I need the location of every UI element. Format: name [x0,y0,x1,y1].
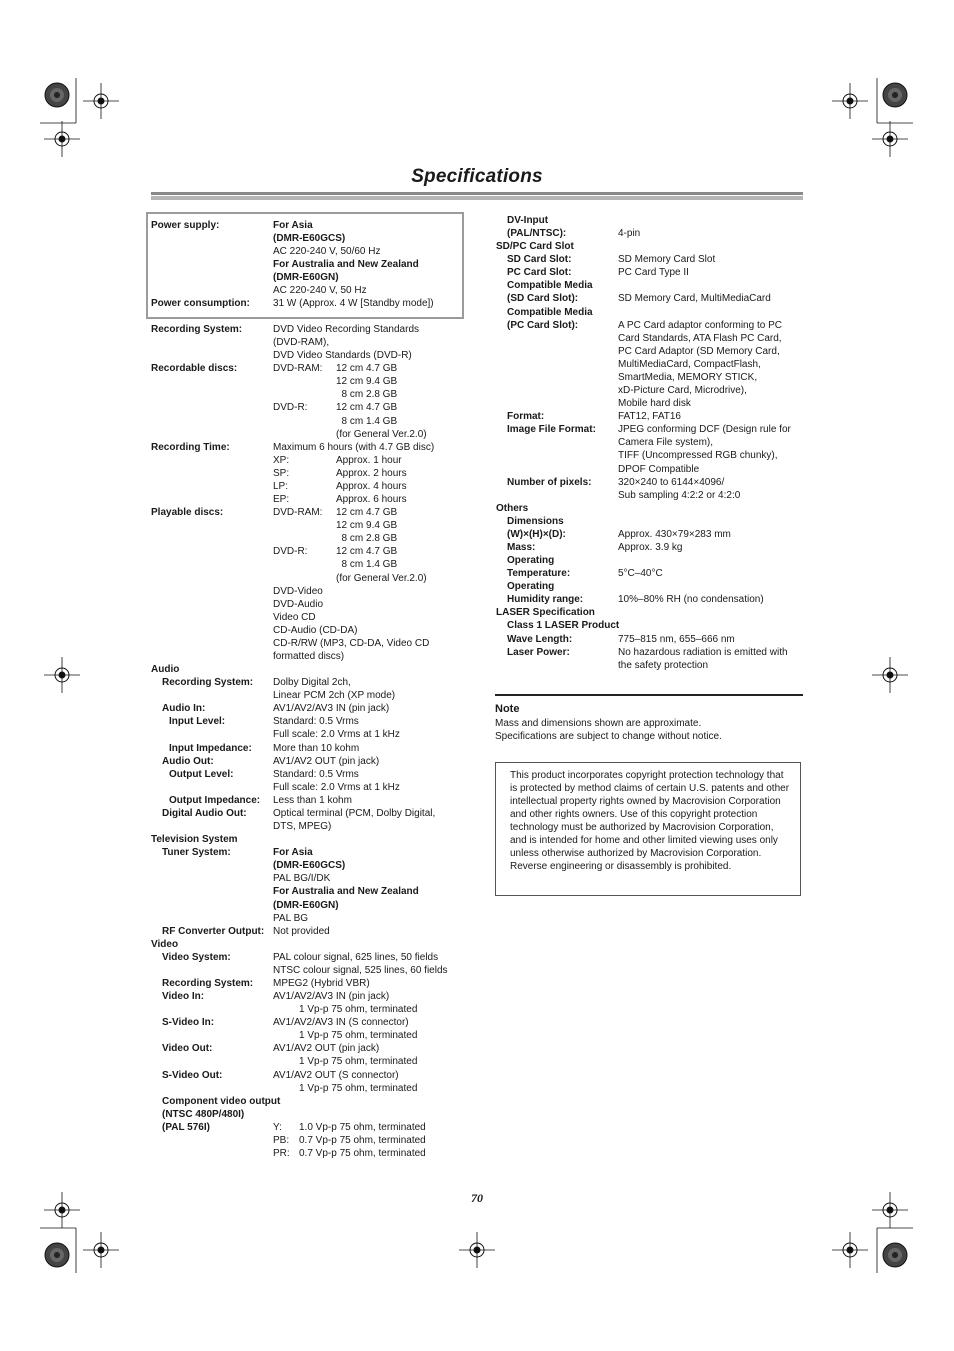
spec-value-detail: 8 cm 2.8 GB [336,389,398,401]
note-line-2: Specifications are subject to change without notice. [495,731,722,742]
spec-label: Laser Power: [507,646,570,658]
spec-value-detail: 0.7 Vp-p 75 ohm, terminated [299,1148,426,1160]
spec-value: Camera File system), [618,437,714,449]
spec-label: Component video output [162,1095,281,1107]
spec-value: For Asia [273,220,313,231]
spec-value-detail: 8 cm 1.4 GB [336,415,398,427]
spec-value: DVD-RAM: [273,507,323,519]
spec-value: Not provided [273,925,330,937]
spec-value: NTSC colour signal, 525 lines, 60 fields [273,964,448,976]
spec-label: Temperature: [507,568,571,580]
note-line-1: Mass and dimensions shown are approximate. [495,718,702,729]
spec-value: DVD-Audio [273,598,324,610]
spec-value: For Australia and New Zealand [273,886,419,898]
spec-label: SD Card Slot: [507,254,572,266]
spec-label: SD/PC Card Slot [496,241,574,253]
spec-value-detail: (for General Ver.2.0) [336,428,427,440]
spec-value: 320×240 to 6144×4096/ [618,476,725,488]
spec-label: Digital Audio Out: [162,807,247,819]
spec-label: Wave Length: [507,633,573,645]
spec-value: 4-pin [618,228,641,240]
spec-label: Audio In: [162,703,206,715]
spec-label: Input Impedance: [169,742,252,754]
spec-value-detail: 1 Vp-p 75 ohm, terminated [299,1004,418,1016]
spec-value: No hazardous radiation is emitted with [618,646,788,658]
spec-value: DPOF Compatible [618,463,700,475]
spec-value: (DMR-E60GN) [273,899,339,911]
spec-value: Dolby Digital 2ch, [273,677,351,689]
spec-value-detail: Approx. 2 hours [336,467,407,479]
spec-value: Maximum 6 hours (with 4.7 GB disc) [273,441,435,453]
spec-value-detail: 8 cm 1.4 GB [336,559,398,571]
spec-value: CD-Audio (CD-DA) [273,624,358,636]
spec-value: AV1/AV2/AV3 IN (S connector) [273,1017,409,1029]
spec-label: (NTSC 480P/480I) [162,1108,245,1120]
spec-label: Number of pixels: [507,476,592,488]
spec-value-detail: 12 cm 4.7 GB [336,402,398,414]
spec-value-detail: 0.7 Vp-p 75 ohm, terminated [299,1134,426,1146]
spec-label: (W)×(H)×(D): [507,528,566,540]
spec-value: 5°C–40°C [618,568,663,580]
spec-value: PB: [273,1134,290,1146]
spec-label: Dimensions [507,515,564,527]
copyright-notice-text: This product incorporates copyright protection technology that is protected by method claims of certain U.S. patents and other intellectual property rights owned by Macrovision Corporation and other rights owners. Use of this copyright protection technology must be authorized by Macrovision Corporation, and is intended for home and other limited viewing uses only unless otherwise authorized by Macrovision Corporation. Reverse engineering or disassembly is prohibited. [510,770,790,872]
title-divider [151,192,803,200]
spec-label: Output Impedance: [169,794,261,806]
spec-value: SD Memory Card Slot [618,254,716,266]
spec-value: A PC Card adaptor conforming to PC [618,319,782,331]
spec-value: AV1/AV2 OUT (pin jack) [273,1043,380,1055]
spec-value: For Australia and New Zealand [273,259,419,270]
spec-value-detail: (for General Ver.2.0) [336,572,427,584]
spec-label: (PC Card Slot): [507,319,579,331]
spec-value: LP: [273,480,289,492]
spec-value: More than 10 kohm [273,742,360,754]
spec-label: Operating [507,581,555,593]
spec-value: AV1/AV2 OUT (S connector) [273,1069,399,1081]
spec-value: Less than 1 kohm [273,794,352,806]
copyright-notice-box [495,762,801,896]
spec-label: Tuner System: [162,847,231,859]
spec-value: AV1/AV2/AV3 IN (pin jack) [273,703,390,715]
spec-value-detail: 8 cm 2.8 GB [336,533,398,545]
note-divider [495,694,803,696]
spec-value: DVD-R: [273,402,308,414]
spec-label: Audio [151,664,180,676]
spec-value-detail: Approx. 4 hours [336,480,407,492]
spec-label: DV-Input [507,215,549,226]
spec-value: 31 W (Approx. 4 W [Standby mode]) [273,298,434,309]
spec-label: Mass: [507,542,536,553]
spec-value: SmartMedia, MEMORY STICK, [618,371,758,383]
spec-value-detail: 12 cm 4.7 GB [336,546,398,558]
spec-label: Recording System: [151,324,243,335]
spec-label: Power consumption: [151,298,250,309]
spec-value-detail: 1 Vp-p 75 ohm, terminated [299,1056,418,1068]
spec-value: DTS, MPEG) [273,821,332,833]
spec-value: Linear PCM 2ch (XP mode) [273,690,396,702]
spec-value: 775–815 nm, 655–666 nm [618,633,735,645]
page-number: 70 [471,1191,483,1205]
spec-value: Mobile hard disk [618,398,691,410]
spec-value: DVD Video Recording Standards [273,324,420,335]
spec-value: Optical terminal (PCM, Dolby Digital, [273,807,436,819]
spec-label: Recordable discs: [151,363,238,375]
spec-value: xD-Picture Card, Microdrive), [618,385,747,397]
spec-value: (DMR-E60GN) [273,272,339,283]
spec-label: S-Video Out: [162,1069,223,1081]
spec-label: Video Out: [162,1043,213,1055]
spec-value: Full scale: 2.0 Vrms at 1 kHz [273,729,400,741]
spec-value: Sub sampling 4:2:2 or 4:2:0 [618,489,741,501]
spec-value: DVD Video Standards (DVD-R) [273,350,412,362]
spec-value: DVD-RAM: [273,363,323,375]
spec-value: PC Card Adaptor (SD Memory Card, [618,345,780,357]
spec-value: Y: [273,1121,282,1133]
spec-label: Operating [507,555,555,567]
spec-value: Video CD [273,611,316,623]
spec-value-detail: Approx. 1 hour [336,454,402,466]
spec-label: Power supply: [151,220,220,231]
spec-value: PAL BG/I/DK [273,873,331,885]
spec-value: EP: [273,494,290,506]
spec-label: Audio Out: [162,755,214,767]
spec-value-detail: 1 Vp-p 75 ohm, terminated [299,1030,418,1042]
spec-label: LASER Specification [496,607,595,619]
spec-value: JPEG conforming DCF (Design rule for [618,424,791,436]
spec-value: PAL BG [273,912,309,924]
spec-label: Input Level: [169,716,226,728]
spec-value-detail: Approx. 6 hours [336,494,407,506]
spec-label: Video In: [162,991,205,1003]
spec-label: Compatible Media [507,280,593,292]
spec-value: Card Standards, ATA Flash PC Card, [618,332,782,344]
spec-value-detail: 12 cm 9.4 GB [336,376,398,388]
spec-value-detail: 12 cm 4.7 GB [336,507,398,519]
spec-value: AV1/AV2 OUT (pin jack) [273,755,380,767]
spec-value: MultiMediaCard, CompactFlash, [618,358,761,370]
spec-value: TIFF (Uncompressed RGB chunky), [618,450,778,462]
spec-value: AV1/AV2/AV3 IN (pin jack) [273,991,390,1003]
spec-label: Recording Time: [151,441,230,453]
spec-value: For Asia [273,847,313,859]
spec-label: Output Level: [169,768,234,780]
spec-label: Image File Format: [507,424,596,436]
note-heading: Note [495,703,520,715]
spec-value: Full scale: 2.0 Vrms at 1 kHz [273,781,400,793]
spec-value: DVD-Video [273,585,323,597]
page-title: Specifications [411,166,543,187]
spec-value: DVD-R: [273,546,308,558]
spec-label: RF Converter Output: [162,925,265,937]
spec-label: Playable discs: [151,507,224,519]
spec-value: FAT12, FAT16 [618,411,681,423]
spec-value: AC 220-240 V, 50 Hz [273,285,367,296]
spec-value: (DMR-E60GCS) [273,233,346,244]
spec-value: PC Card Type II [618,267,689,279]
spec-value: 10%–80% RH (no condensation) [618,594,764,606]
spec-value: Standard: 0.5 Vrms [273,716,359,728]
spec-value: SP: [273,467,290,479]
spec-value: the safety protection [618,659,709,671]
power-box-underline [146,318,464,319]
spec-label: (SD Card Slot): [507,293,579,305]
spec-label: Video System: [162,951,231,963]
spec-value-detail: 12 cm 4.7 GB [336,363,398,375]
spec-value: formatted discs) [273,651,345,662]
spec-label: Format: [507,411,545,423]
spec-label: (PAL/NTSC): [507,228,567,240]
spec-label: Video [151,938,179,950]
spec-value: (DVD-RAM), [273,337,330,349]
spec-value: Approx. 430×79×283 mm [618,528,731,540]
spec-value: Approx. 3.9 kg [618,542,683,553]
spec-value: PAL colour signal, 625 lines, 50 fields [273,951,439,963]
spec-label: Class 1 LASER Product [507,620,620,632]
spec-label: Humidity range: [507,594,584,606]
spec-value: MPEG2 (Hybrid VBR) [273,978,370,989]
spec-value-detail: 12 cm 9.4 GB [336,520,398,532]
spec-label: Others [496,502,529,514]
spec-label: S-Video In: [162,1017,215,1029]
spec-label: Recording System: [162,677,254,689]
spec-value: Standard: 0.5 Vrms [273,768,359,780]
spec-value: (DMR-E60GCS) [273,860,346,872]
spec-value-detail: 1.0 Vp-p 75 ohm, terminated [299,1121,426,1133]
spec-value: AC 220-240 V, 50/60 Hz [273,246,381,257]
spec-value-detail: 1 Vp-p 75 ohm, terminated [299,1082,418,1094]
spec-value: XP: [273,454,290,466]
spec-label: Compatible Media [507,306,593,318]
spec-label: Recording System: [162,978,254,989]
spec-value: PR: [273,1148,290,1160]
spec-value: CD-R/RW (MP3, CD-DA, Video CD [273,637,430,649]
spec-label: PC Card Slot: [507,267,572,279]
spec-value: SD Memory Card, MultiMediaCard [618,293,771,305]
spec-label: (PAL 576I) [162,1121,210,1133]
spec-label: Television System [151,834,238,846]
